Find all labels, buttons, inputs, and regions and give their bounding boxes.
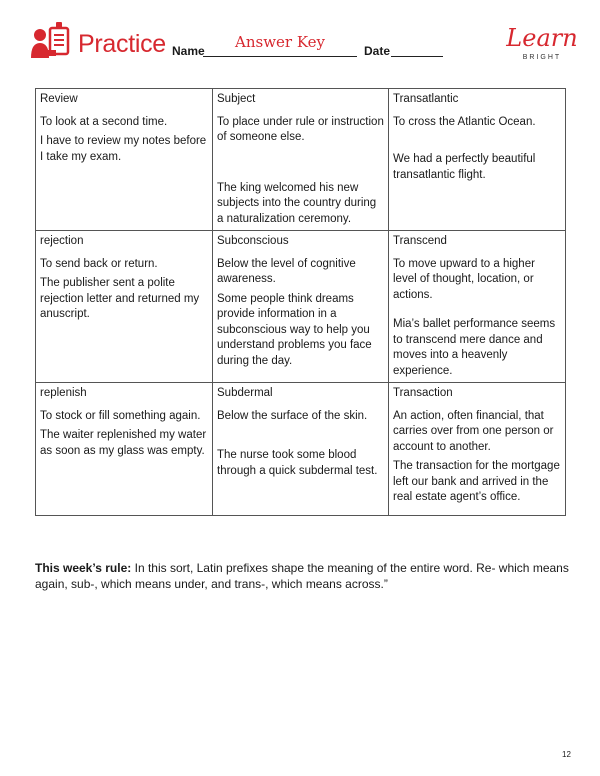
vocab-example: Some people think dreams provide information in a subconscious way to help you understand problems you face during the day.	[217, 292, 372, 367]
vocab-example: The king welcomed his new subjects into the country during a naturalization ceremony.	[217, 181, 377, 225]
name-line	[203, 56, 357, 57]
logo-subtitle: BRIGHT	[522, 54, 562, 61]
table-cell	[213, 89, 389, 231]
table-row	[36, 231, 566, 383]
page-title: Practice	[78, 30, 166, 58]
student-worksheet-icon	[30, 20, 76, 68]
rule-text: In this sort, Latin prefixes shape the meaning of the entire word. Re- which means again, sub-, which means under, and trans-, which means across.”	[35, 561, 569, 591]
table-cell	[389, 383, 566, 516]
vocab-definition: To look at a second time.	[40, 115, 168, 128]
table-cell	[36, 231, 213, 383]
rule-label: This week’s rule:	[35, 561, 132, 575]
vocab-definition: To stock or fill something again.	[40, 409, 201, 422]
vocab-example: The waiter replenished my water as soon as my glass was empty.	[40, 429, 207, 457]
date-label: Date	[364, 44, 391, 58]
vocab-word: Subdermal	[217, 387, 273, 399]
table-cell	[389, 231, 566, 383]
vocab-example: The transaction for the mortgage left our bank and arrived in the real estate agent’s office.	[393, 460, 560, 503]
vocab-word: Review	[40, 93, 78, 105]
vocab-definition: To cross the Atlantic Ocean.	[393, 115, 536, 128]
vocab-definition: To move upward to a higher level of thought, location, or actions.	[393, 257, 535, 301]
worksheet-header	[0, 0, 600, 80]
vocab-definition: To send back or return.	[40, 257, 158, 270]
name-label: Name	[172, 44, 205, 58]
table-row	[36, 89, 566, 231]
table-cell	[213, 383, 389, 516]
vocab-definition: An action, often financial, that carries over from one person or account to another.	[393, 409, 554, 453]
vocab-definition: To place under rule or instruction of someone else.	[217, 115, 384, 143]
table-cell	[389, 89, 566, 231]
table-cell	[213, 231, 389, 383]
vocab-definition: Below the surface of the skin.	[217, 409, 368, 422]
vocab-example: The nurse took some blood through a quick subdermal test.	[217, 449, 378, 477]
vocab-word: Transaction	[393, 387, 453, 399]
logo-word: Learn	[506, 24, 578, 52]
vocab-example: The publisher sent a polite rejection letter and returned my anuscript.	[40, 277, 200, 320]
vocab-example: I have to review my notes before I take my exam.	[40, 135, 207, 163]
table-cell	[36, 383, 213, 516]
vocab-example: We had a perfectly beautiful transatlantic flight.	[393, 153, 536, 181]
table-cell	[36, 89, 213, 231]
date-field	[391, 56, 443, 57]
vocab-word: replenish	[40, 387, 87, 399]
vocab-word: Transcend	[393, 235, 447, 247]
vocab-word: Subject	[217, 93, 256, 105]
vocab-example: Mia’s ballet performance seems to transcend mere dance and moves into a heavenly experience.	[393, 318, 556, 377]
name-field: Answer Key	[235, 33, 325, 51]
vocab-definition: Below the level of cognitive awareness.	[217, 257, 356, 285]
weekly-rule	[35, 560, 575, 592]
learn-bright-logo	[502, 24, 582, 68]
page-number: 12	[562, 750, 571, 759]
vocab-word: rejection	[40, 235, 84, 247]
vocabulary-table	[35, 88, 566, 516]
vocab-word: Subconscious	[217, 235, 289, 247]
vocab-word: Transatlantic	[393, 93, 459, 105]
table-row	[36, 383, 566, 516]
